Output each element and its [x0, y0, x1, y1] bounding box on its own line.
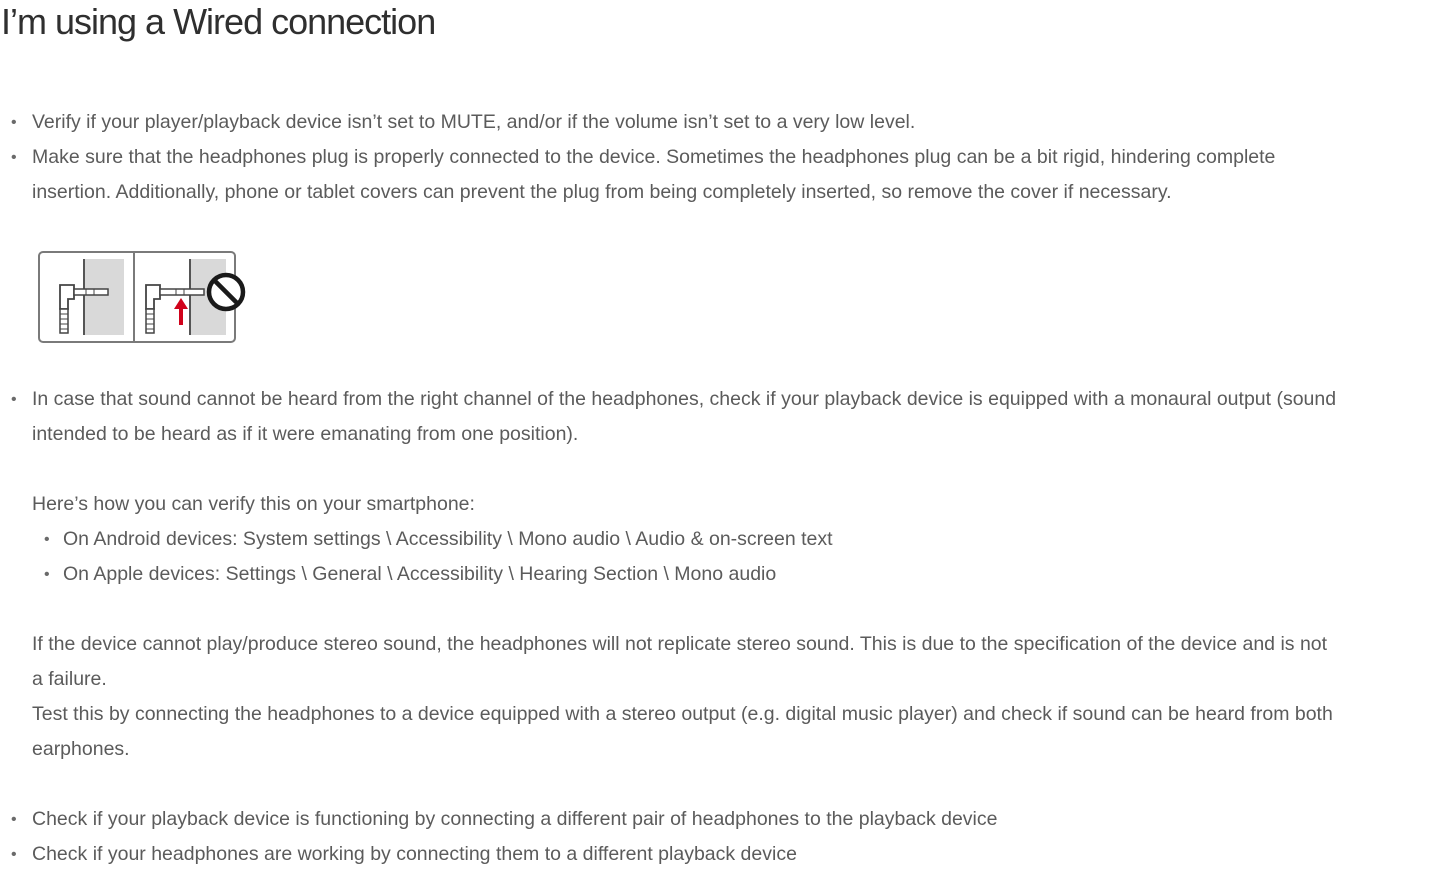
page-title: I’m using a Wired connection: [1, 1, 436, 42]
sub-item-apple: On Apple devices: Settings \ General \ Accessibility \ Hearing Section \ Mono audio: [63, 563, 777, 585]
bullet-mono-check-line2: intended to be heard as if it were emanating from one position).: [32, 423, 579, 445]
test-note-line1: Test this by connecting the headphones to a device equipped with a stereo output (e.g. digital music player) and check if sound can be heard from both: [32, 703, 1333, 725]
bullet-dot: •: [11, 149, 17, 166]
bullet-dot: •: [11, 846, 17, 863]
stereo-note-line2: a failure.: [32, 668, 107, 690]
sub-bullet-dot: •: [44, 566, 50, 583]
bullet-mute-check: Verify if your player/playback device isn’t set to MUTE, and/or if the volume isn’t set to a very low level.: [32, 111, 916, 133]
sub-item-android: On Android devices: System settings \ Accessibility \ Mono audio \ Audio & on-screen text: [63, 528, 833, 550]
bullet-dot: •: [11, 114, 17, 131]
prohibited-icon: [209, 275, 243, 309]
bullet-mono-check-line1: In case that sound cannot be heard from the right channel of the headphones, check if your playback device is equipped with a monaural output (sound: [32, 388, 1337, 410]
verify-intro: Here’s how you can verify this on your smartphone:: [32, 493, 475, 515]
test-note-line2: earphones.: [32, 738, 130, 760]
bullet-dot: •: [11, 391, 17, 408]
bullet-dot: •: [11, 811, 17, 828]
bullet-headphones-check: Check if your headphones are working by connecting them to a different playback device: [32, 843, 797, 865]
stereo-note-line1: If the device cannot play/produce stereo sound, the headphones will not replicate stereo sound. This is due to the specification of the device and is not: [32, 633, 1328, 655]
bullet-plug-check-line1: Make sure that the headphones plug is properly connected to the device. Sometimes the headphones plug can be a bit rigid, hindering complete: [32, 146, 1276, 168]
plug-insertion-illustration: [38, 251, 248, 345]
bullet-plug-check-line2: insertion. Additionally, phone or tablet covers can prevent the plug from being completely inserted, so remove the cover if necessary.: [32, 181, 1172, 203]
bullet-device-check: Check if your playback device is functioning by connecting a different pair of headphones to the playback device: [32, 808, 998, 830]
sub-bullet-dot: •: [44, 531, 50, 548]
